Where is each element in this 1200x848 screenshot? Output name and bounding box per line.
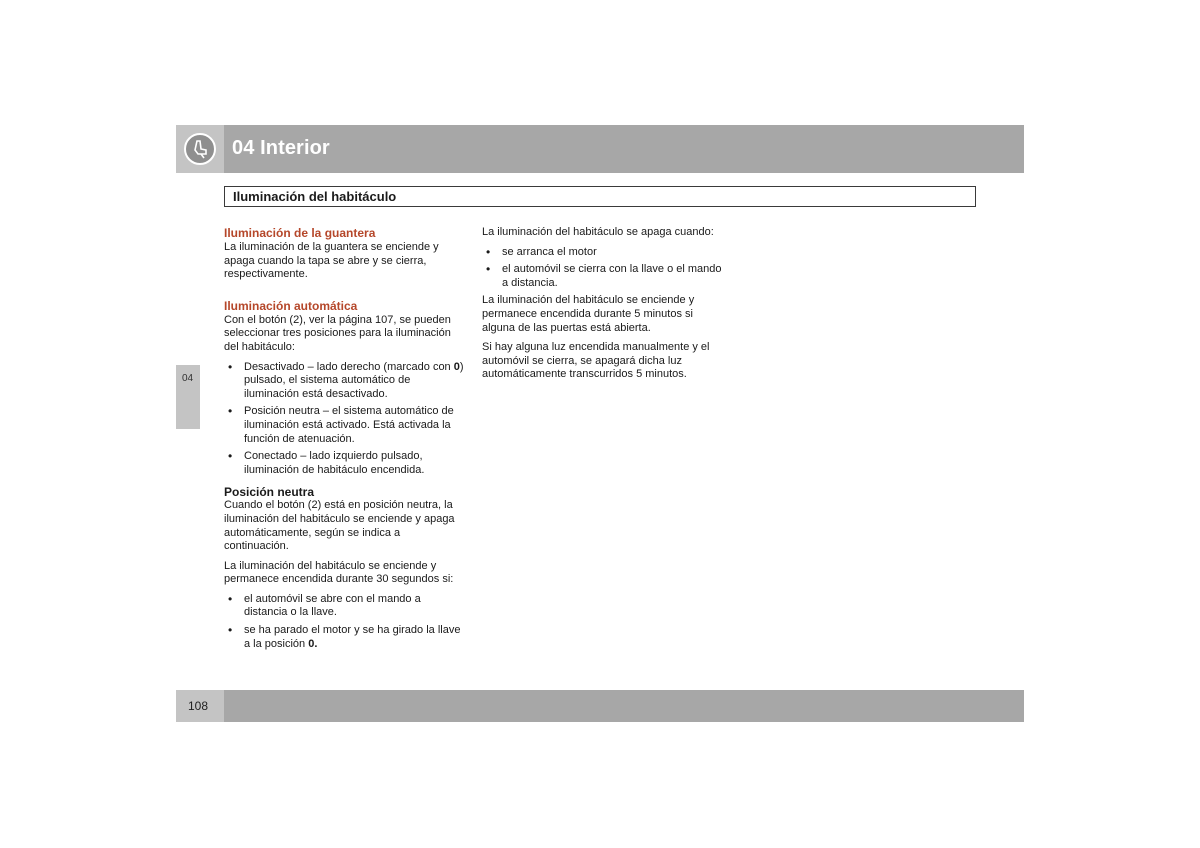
- paragraph: Con el botón (2), ver la página 107, se pueden seleccionar tres posiciones para la iluminación del habitáculo:: [224, 313, 451, 353]
- heading-neutral-position: Posición neutra: [224, 485, 315, 500]
- section-title: Iluminación del habitáculo: [233, 189, 397, 204]
- paragraph: Cuando el botón (2) está en posición neutra, la iluminación del habitáculo se enciende y apaga automáticamente, según se indica a continuación.: [224, 499, 455, 553]
- list-item: • Posición neutra – el sistema automático de iluminación está activado. Está activada la función de atenuación.: [224, 405, 464, 446]
- list-item: • el automóvil se cierra con la llave o el mando a distancia.: [482, 263, 722, 290]
- text-column-left: [224, 226, 464, 655]
- list-item: • Desactivado – lado derecho (marcado con 0) pulsado, el sistema automático de iluminación está desactivado.: [224, 361, 464, 402]
- seat-icon: [184, 133, 216, 165]
- paragraph: La iluminación del habitáculo se enciende y permanece encendida durante 5 minutos si alguna de las puertas está abierta.: [482, 294, 695, 334]
- footer-bar: [224, 690, 1024, 722]
- side-tab-label: 04: [182, 373, 194, 384]
- text-column-right: [482, 226, 722, 388]
- list-item: • Conectado – lado izquierdo pulsado, iluminación de habitáculo encendida.: [224, 450, 464, 477]
- heading-glovebox-lighting: Iluminación de la guantera: [224, 226, 376, 240]
- paragraph: La iluminación del habitáculo se enciende y permanece encendida durante 30 segundos si:: [224, 559, 454, 586]
- paragraph: La iluminación del habitáculo se apaga cuando:: [482, 226, 714, 238]
- list-item: • el automóvil se abre con el mando a distancia o la llave.: [224, 593, 464, 620]
- list-item: • se ha parado el motor y se ha girado la llave a la posición 0.: [224, 624, 464, 651]
- chapter-icon-box: [176, 125, 224, 173]
- chapter-title: 04 Interior: [232, 137, 330, 159]
- chapter-side-tab: [176, 365, 200, 429]
- paragraph: Si hay alguna luz encendida manualmente y el automóvil se cierra, se apagará dicha luz automáticamente transcurridos 5 minutos.: [482, 341, 710, 381]
- list-item: • se arranca el motor: [482, 246, 722, 260]
- page-number: 108: [188, 699, 209, 713]
- heading-automatic-lighting: Iluminación automática: [224, 298, 358, 313]
- paragraph: La iluminación de la guantera se enciende y apaga cuando la tapa se abre y se cierra, respectivamente.: [224, 241, 439, 281]
